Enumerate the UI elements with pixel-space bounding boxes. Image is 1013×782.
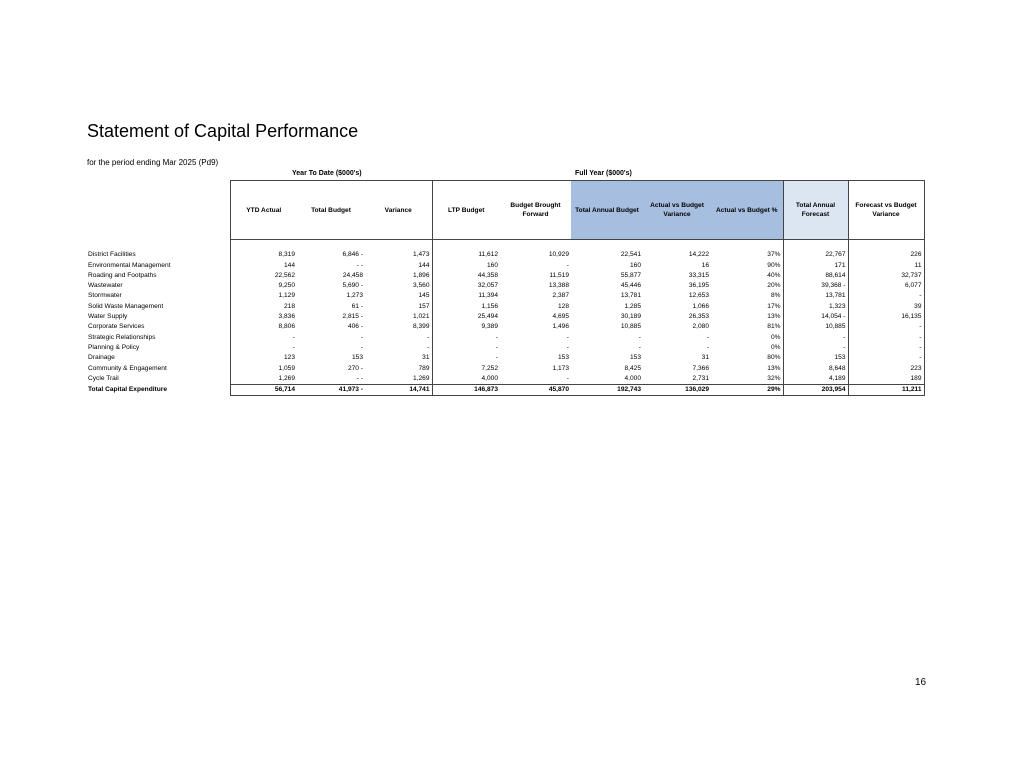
cell-value: 8,425 (624, 364, 641, 372)
cell-value: 39 (848, 302, 924, 312)
header-blank (87, 181, 230, 240)
col-header: Total Annual Budget (571, 181, 643, 240)
cell-value: 1,496 (552, 323, 569, 331)
cell-value: 153 (557, 354, 569, 362)
cell-value: 32,737 (848, 271, 924, 281)
cell-value: 0% (770, 333, 781, 341)
cell-value: 14,741 (365, 385, 432, 396)
cell-value: 136,029 (643, 385, 711, 396)
cell-value: 39,368 - (783, 281, 848, 291)
row-label: Cycle Trail (88, 375, 119, 383)
cell-value: 8,648 (783, 364, 848, 374)
table-row (87, 271, 924, 281)
cell-value: 22,562 (230, 271, 297, 281)
cell-value: 45,870 (500, 385, 571, 396)
cell-value: 56,714 (230, 385, 297, 396)
page-title: Statement of Capital Performance (87, 121, 359, 141)
cell-value: 1,323 (783, 302, 848, 312)
cell-value: 226 (848, 250, 924, 260)
col-header: Total Annual Forecast (783, 181, 848, 240)
cell-value: 32,057 (477, 282, 498, 290)
header-row (87, 181, 924, 240)
table-row (87, 333, 924, 343)
cell-value: 144 (365, 261, 432, 271)
cell-value: - - (356, 261, 363, 269)
cell-value: 13,781 (620, 292, 641, 300)
cell-value: 81% (767, 323, 781, 331)
cell-value: 160 (629, 261, 641, 269)
cell-value: - (365, 333, 432, 343)
cell-value: 88,614 (783, 271, 848, 281)
cell-value: 192,743 (571, 385, 643, 396)
col-header: Variance (365, 181, 432, 240)
cell-value: - (230, 333, 297, 343)
table-row (87, 374, 924, 385)
cell-value: 20% (767, 282, 781, 290)
cell-value: 789 (365, 364, 432, 374)
cell-value: 13,388 (548, 282, 569, 290)
cell-value: 171 (783, 261, 848, 271)
col-header: Total Budget (297, 181, 365, 240)
col-header: Actual vs Budget % (711, 181, 783, 240)
cell-value: 1,059 (230, 364, 297, 374)
cell-value: 14,054 - (783, 312, 848, 322)
cell-value: 1,269 (365, 374, 432, 385)
cell-value: - (638, 333, 641, 341)
table-row (87, 302, 924, 312)
cell-value: 31 (701, 354, 709, 362)
row-label: District Facilities (88, 251, 136, 259)
table-row (87, 261, 924, 271)
cell-value: 146,873 (432, 385, 500, 396)
cell-value: - (495, 354, 498, 362)
cell-value: 8,319 (230, 250, 297, 260)
cell-value: 4,000 (624, 374, 641, 382)
cell-value: 5,690 - (342, 282, 363, 290)
cell-value: 1,129 (230, 291, 297, 301)
cell-value: 3,836 (230, 312, 297, 322)
row-label: Total Capital Expenditure (88, 386, 168, 394)
cell-value: 1,021 (365, 312, 432, 322)
cell-value: 41,973 - (297, 385, 365, 396)
cell-value: 36,195 (688, 282, 709, 290)
cell-value: 2,815 - (342, 313, 363, 321)
cell-value: - (848, 291, 924, 301)
cell-value: 9,250 (230, 281, 297, 291)
cell-value: 37% (767, 251, 781, 259)
cell-value: 153 (351, 354, 363, 362)
row-label: Roading and Footpaths (88, 271, 157, 279)
cell-value: 10,885 (620, 323, 641, 331)
row-label: Community & Engagement (88, 364, 167, 372)
table-row (87, 364, 924, 374)
cell-value: 1,173 (552, 364, 569, 372)
col-header: Budget Brought Forward (500, 181, 571, 240)
cell-value: 14,222 (688, 251, 709, 259)
period-subtitle: for the period ending Mar 2025 (Pd9) (87, 158, 219, 167)
cell-value: 12,653 (688, 292, 709, 300)
cell-value: 1,156 (481, 302, 498, 310)
row-label: Planning & Policy (88, 343, 140, 351)
cell-value: 33,315 (688, 271, 709, 279)
col-header: LTP Budget (432, 181, 500, 240)
cell-value: 44,358 (477, 271, 498, 279)
cell-value: - (230, 343, 297, 353)
cell-value: 16 (701, 261, 709, 269)
cell-value: - (360, 343, 363, 351)
cell-value: - (365, 343, 432, 353)
cell-value: 218 (230, 302, 297, 312)
page-number: 16 (915, 677, 927, 688)
cell-value: 1,896 (365, 271, 432, 281)
cell-value: 144 (230, 261, 297, 271)
cell-value: 7,252 (481, 364, 498, 372)
cell-value: 4,189 (783, 374, 848, 385)
cell-value: 3,560 (365, 281, 432, 291)
table-row (87, 322, 924, 332)
cell-value: - (360, 333, 363, 341)
cell-value: - (566, 343, 569, 351)
cell-value: - (566, 374, 569, 382)
col-header: Forecast vs Budget Variance (848, 181, 924, 240)
cell-value: 22,767 (783, 250, 848, 260)
row-label: Drainage (88, 354, 115, 362)
table-body (87, 240, 924, 396)
cell-value: 1,285 (624, 302, 641, 310)
row-label: Environmental Management (88, 261, 171, 269)
cell-value: 13% (767, 313, 781, 321)
cell-value: 270 - (347, 364, 363, 372)
cell-value: 61 - (351, 302, 363, 310)
cell-value: 6,077 (848, 281, 924, 291)
cell-value: 11,519 (549, 271, 569, 279)
capital-performance-table (87, 180, 925, 396)
cell-value: - - (356, 374, 363, 382)
row-label: Solid Waste Management (88, 302, 164, 310)
cell-value: 8% (770, 292, 781, 300)
cell-value: 153 (629, 354, 641, 362)
cell-value: 22,541 (620, 251, 641, 259)
cell-value: 13% (767, 364, 781, 372)
cell-value: 45,446 (620, 282, 641, 290)
cell-value: 40% (767, 271, 781, 279)
table-row (87, 353, 924, 363)
cell-value: 145 (365, 291, 432, 301)
cell-value: - (783, 333, 848, 343)
row-label: Wastewater (88, 282, 123, 290)
cell-value: 160 (486, 261, 498, 269)
cell-value: 0% (770, 343, 781, 351)
total-row (87, 385, 924, 396)
full-year-group-header: Full Year ($000's) (575, 170, 632, 177)
cell-value: 55,877 (620, 271, 641, 279)
cell-value: 80% (767, 354, 781, 362)
cell-value: 10,929 (548, 251, 569, 259)
cell-value: 2,731 (692, 374, 709, 382)
cell-value: - (848, 343, 924, 353)
cell-value: 6,846 - (342, 251, 363, 259)
row-label: Corporate Services (88, 323, 145, 331)
cell-value: 406 - (347, 323, 363, 331)
cell-value: 123 (230, 353, 297, 363)
cell-value: 90% (767, 261, 781, 269)
cell-value: 17% (767, 302, 781, 310)
cell-value: 9,389 (481, 323, 498, 331)
cell-value: - (848, 333, 924, 343)
cell-value: 25,494 (477, 313, 498, 321)
cell-value: - (638, 343, 641, 351)
cell-value: 32% (767, 374, 781, 382)
ytd-group-header: Year To Date ($000's) (292, 170, 362, 177)
cell-value: 4,695 (552, 313, 569, 321)
cell-value: 2,387 (552, 292, 569, 300)
cell-value: - (706, 333, 709, 341)
cell-value: 31 (365, 353, 432, 363)
cell-value: - (495, 343, 498, 351)
table-row (87, 291, 924, 301)
cell-value: 1,269 (230, 374, 297, 385)
cell-value: 203,954 (783, 385, 848, 396)
cell-value: - (783, 343, 848, 353)
spacer-row (87, 240, 924, 251)
cell-value: 11,211 (848, 385, 924, 396)
cell-value: - (566, 261, 569, 269)
cell-value: 11,394 (478, 292, 498, 300)
row-label: Water Supply (88, 313, 128, 321)
cell-value: 11,612 (478, 251, 498, 259)
cell-value: 16,135 (848, 312, 924, 322)
cell-value: 29% (711, 385, 783, 396)
row-label: Strategic Relationships (88, 333, 156, 341)
table-row (87, 343, 924, 353)
cell-value: - (848, 353, 924, 363)
cell-value: 26,353 (688, 313, 709, 321)
cell-value: 30,189 (620, 313, 641, 321)
cell-value: 223 (848, 364, 924, 374)
cell-value: - (706, 343, 709, 351)
table-row (87, 250, 924, 260)
table-row (87, 312, 924, 322)
cell-value: 7,366 (692, 364, 709, 372)
col-header: Actual vs Budget Variance (643, 181, 711, 240)
cell-value: 4,000 (481, 374, 498, 382)
row-label: Stormwater (88, 292, 122, 300)
cell-value: 157 (365, 302, 432, 312)
cell-value: - (566, 333, 569, 341)
cell-value: 10,885 (783, 322, 848, 332)
cell-value: 8,806 (230, 322, 297, 332)
cell-value: 1,066 (692, 302, 709, 310)
cell-value: 13,781 (783, 291, 848, 301)
cell-value: 1,473 (365, 250, 432, 260)
cell-value: 24,458 (342, 271, 363, 279)
col-header: YTD Actual (230, 181, 297, 240)
table-row (87, 281, 924, 291)
cell-value: 1,273 (346, 292, 363, 300)
cell-value: 128 (557, 302, 569, 310)
cell-value: - (495, 333, 498, 341)
cell-value: 2,080 (692, 323, 709, 331)
cell-value: 8,399 (365, 322, 432, 332)
cell-value: 153 (783, 353, 848, 363)
cell-value: - (848, 322, 924, 332)
cell-value: 11 (848, 261, 924, 271)
cell-value: 189 (848, 374, 924, 385)
